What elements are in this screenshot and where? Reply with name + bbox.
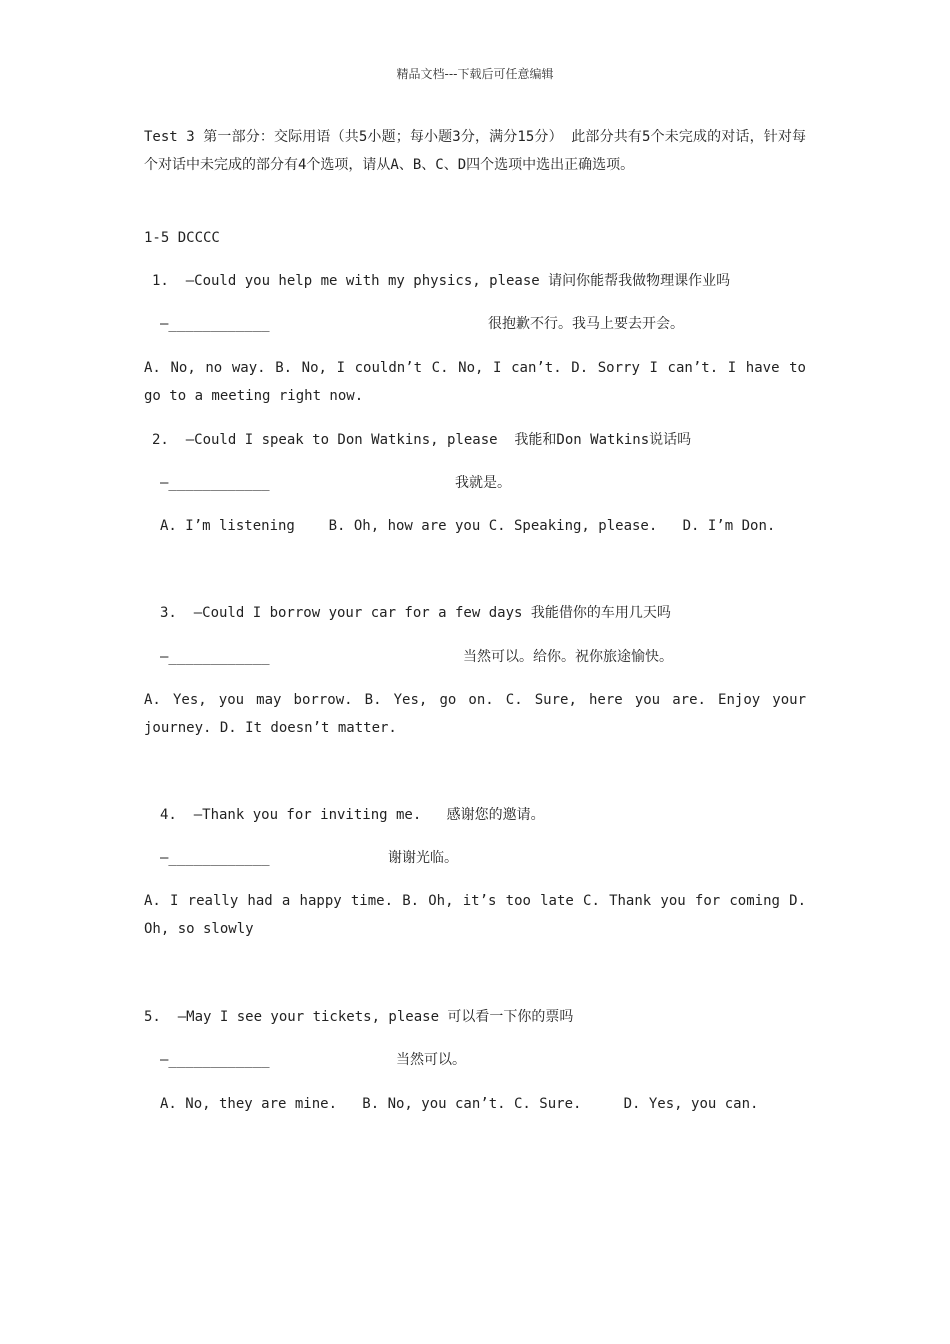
question-2-prompt: 2. —Could I speak to Don Watkins, please 我能和Don Watkins说话吗 bbox=[152, 432, 692, 448]
question-5-options: A. No, they are mine. B. No, you can’t. C. Sure. D. Yes, you can. bbox=[160, 1096, 759, 1112]
question-1-options: A. No, no way. B. No, I couldn’t C. No, I can’t. D. Sorry I can’t. I have to go to a meeting right now. bbox=[144, 360, 806, 404]
question-4-blank: —____________ bbox=[160, 850, 270, 866]
question-2-blank: —____________ bbox=[160, 475, 270, 491]
question-1-prompt: 1. —Could you help me with my physics, please 请问你能帮我做物理课作业吗 bbox=[152, 273, 731, 289]
intro-paragraph: Test 3 第一部分：交际用语（共5小题；每小题3分，满分15分） 此部分共有5个未完成的对话，针对每个对话中未完成的部分有4个选项，请从A、B、C、D四个选项中选出正确选项。 bbox=[144, 129, 806, 173]
question-3-blank: —____________ bbox=[160, 649, 270, 665]
question-4-translation: 谢谢光临。 bbox=[388, 850, 458, 866]
question-2-options: A. I’m listening B. Oh, how are you C. Speaking, please. D. I’m Don. bbox=[160, 518, 776, 534]
question-3-prompt: 3. —Could I borrow your car for a few days 我能借你的车用几天吗 bbox=[160, 605, 671, 621]
question-5-blank: —____________ bbox=[160, 1052, 270, 1068]
question-5-translation: 当然可以。 bbox=[396, 1052, 466, 1068]
question-3-options: A. Yes, you may borrow. B. Yes, go on. C. Sure, here you are. Enjoy your journey. D. It doesn’t matter. bbox=[144, 692, 806, 736]
page-header: 精品文档---下载后可任意编辑 bbox=[396, 67, 554, 81]
question-5-prompt: 5. —May I see your tickets, please 可以看一下你的票吗 bbox=[144, 1009, 574, 1025]
question-1-blank: —____________ bbox=[160, 316, 270, 332]
question-2-translation: 我就是。 bbox=[455, 475, 511, 491]
answer-key: 1-5 DCCCC bbox=[144, 230, 220, 246]
question-4-options: A. I really had a happy time. B. Oh, it’s too late C. Thank you for coming D. Oh, so slowly bbox=[144, 893, 806, 937]
question-3-translation: 当然可以。给你。祝你旅途愉快。 bbox=[463, 649, 673, 665]
question-4-prompt: 4. —Thank you for inviting me. 感谢您的邀请。 bbox=[160, 807, 545, 823]
question-1-translation: 很抱歉不行。我马上要去开会。 bbox=[488, 316, 684, 332]
